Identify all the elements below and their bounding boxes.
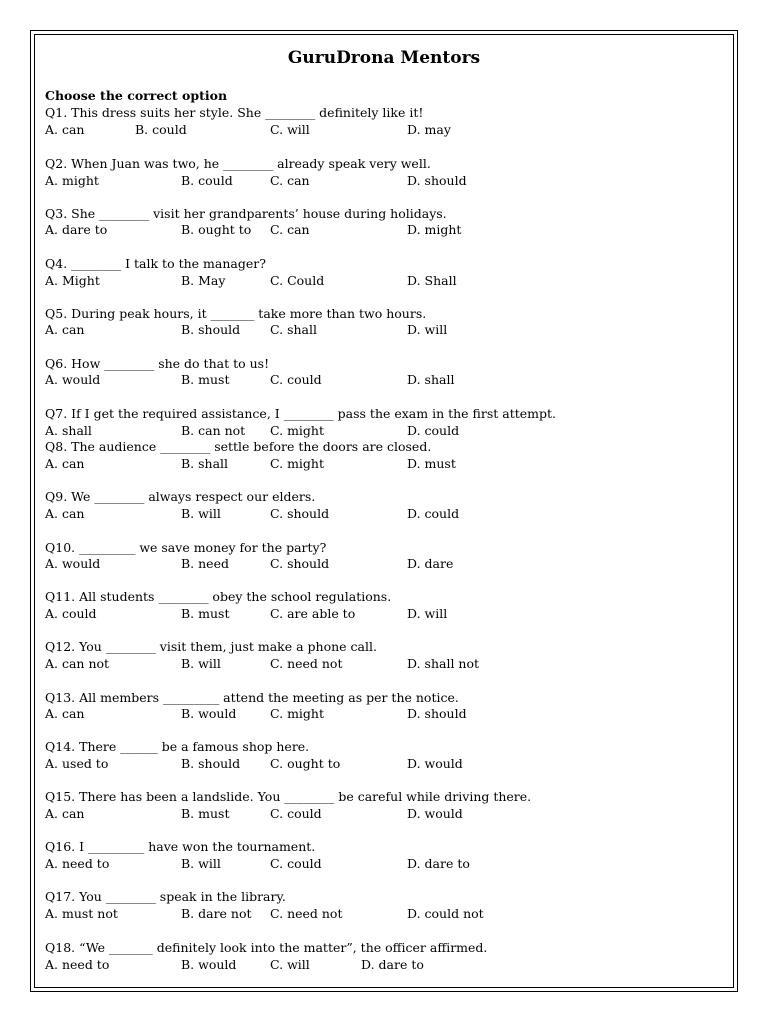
option-a: A. can <box>45 322 85 337</box>
option-a: A. can <box>45 122 85 137</box>
question-text: Q8. The audience ________ settle before the doors are closed. <box>45 439 432 454</box>
option-a: A. would <box>45 372 101 387</box>
question-text: Q10. _________ we save money for the party? <box>45 540 327 555</box>
option-a: A. Might <box>45 273 100 288</box>
option-d: D. dare <box>407 556 454 571</box>
question-text: Q6. How ________ she do that to us! <box>45 356 270 371</box>
option-d: D. will <box>407 606 448 621</box>
page-title: GuruDrona Mentors <box>287 48 481 68</box>
option-c: C. shall <box>270 322 317 337</box>
option-a: A. can <box>45 456 85 471</box>
question-text: Q3. She ________ visit her grandparents’ house during holidays. <box>45 206 447 221</box>
option-d: D. would <box>407 806 463 821</box>
option-d: D. shall <box>407 372 455 387</box>
option-d: D. will <box>407 322 448 337</box>
option-d: D. must <box>407 456 456 471</box>
question-text: Q5. During peak hours, it _______ take more than two hours. <box>45 306 427 321</box>
option-d: D. may <box>407 122 451 137</box>
option-b: B. ought to <box>181 222 252 237</box>
option-a: A. used to <box>45 756 109 771</box>
option-c: C. could <box>270 372 322 387</box>
option-b: B. could <box>181 173 233 188</box>
question-text: Q4. ________ I talk to the manager? <box>45 256 266 271</box>
question-text: Q7. If I get the required assistance, I ________ pass the exam in the first attempt. <box>45 406 557 421</box>
option-d: D. should <box>407 706 467 721</box>
option-b: B. can not <box>181 423 246 438</box>
option-c: C. could <box>270 856 322 871</box>
option-c: C. could <box>270 806 322 821</box>
question-text: Q2. When Juan was two, he ________ already speak very well. <box>45 156 431 171</box>
option-c: C. will <box>270 122 310 137</box>
option-d: D. should <box>407 173 467 188</box>
question-text: Q13. All members _________ attend the meeting as per the notice. <box>45 690 459 705</box>
option-c: C. might <box>270 423 324 438</box>
option-b: B. would <box>181 706 237 721</box>
option-c: C. might <box>270 456 324 471</box>
option-d: D. could <box>407 506 460 521</box>
option-b: B. must <box>181 372 230 387</box>
question-text: Q18. “We _______ definitely look into the matter”, the officer affirmed. <box>45 940 488 955</box>
option-a: A. dare to <box>45 222 108 237</box>
option-a: A. can <box>45 506 85 521</box>
option-a: A. could <box>45 606 97 621</box>
option-c: C. can <box>270 222 310 237</box>
option-b: B. must <box>181 806 230 821</box>
option-c: C. should <box>270 506 330 521</box>
option-a: A. might <box>45 173 99 188</box>
option-c: C. can <box>270 173 310 188</box>
option-c: C. will <box>270 957 310 972</box>
option-b: B. should <box>181 322 241 337</box>
option-d: D. might <box>407 222 462 237</box>
question-text: Q14. There ______ be a famous shop here. <box>45 739 310 754</box>
option-b: B. could <box>135 122 187 137</box>
option-b: B. should <box>181 756 241 771</box>
option-b: B. will <box>181 656 221 671</box>
option-b: B. dare not <box>181 906 252 921</box>
option-b: B. will <box>181 856 221 871</box>
option-c: C. should <box>270 556 330 571</box>
option-d: D. dare to <box>361 957 424 972</box>
option-d: D. would <box>407 756 463 771</box>
option-c: C. need not <box>270 656 343 671</box>
question-text: Q11. All students ________ obey the school regulations. <box>45 589 392 604</box>
option-a: A. need to <box>45 856 110 871</box>
option-b: B. will <box>181 506 221 521</box>
option-c: C. ought to <box>270 756 341 771</box>
option-d: D. could not <box>407 906 484 921</box>
option-d: D. shall not <box>407 656 480 671</box>
instruction: Choose the correct option <box>45 88 228 103</box>
question-text: Q15. There has been a landslide. You ________ be careful while driving there. <box>45 789 532 804</box>
question-text: Q17. You ________ speak in the library. <box>45 889 286 904</box>
question-text: Q12. You ________ visit them, just make a phone call. <box>45 639 377 654</box>
option-c: C. might <box>270 706 324 721</box>
option-d: D. Shall <box>407 273 457 288</box>
option-d: D. could <box>407 423 460 438</box>
option-b: B. would <box>181 957 237 972</box>
option-b: B. need <box>181 556 229 571</box>
question-text: Q9. We ________ always respect our elders. <box>45 489 316 504</box>
option-c: C. are able to <box>270 606 356 621</box>
option-a: A. shall <box>45 423 92 438</box>
question-text: Q16. I _________ have won the tournament. <box>45 839 316 854</box>
option-c: C. Could <box>270 273 325 288</box>
option-b: B. must <box>181 606 230 621</box>
option-a: A. can <box>45 706 85 721</box>
option-a: A. need to <box>45 957 110 972</box>
option-c: C. need not <box>270 906 343 921</box>
option-d: D. dare to <box>407 856 470 871</box>
option-b: B. May <box>181 273 226 288</box>
option-a: A. must not <box>45 906 118 921</box>
option-a: A. can <box>45 806 85 821</box>
option-b: B. shall <box>181 456 229 471</box>
question-text: Q1. This dress suits her style. She ________ definitely like it! <box>45 105 424 120</box>
option-a: A. would <box>45 556 101 571</box>
option-a: A. can not <box>45 656 110 671</box>
